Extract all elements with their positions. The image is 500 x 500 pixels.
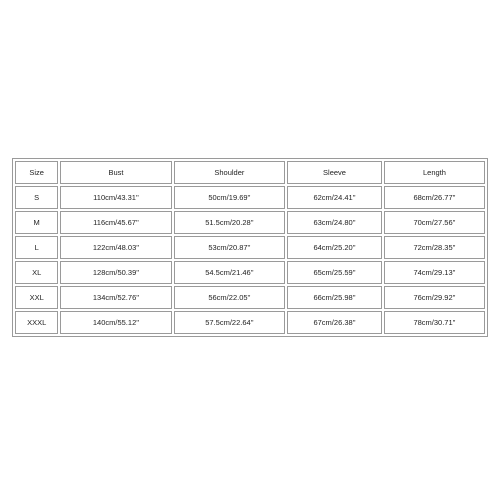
cell-size: XXL (15, 286, 58, 309)
table-row (15, 286, 485, 309)
cell-shoulder: 57.5cm/22.64'' (174, 311, 285, 334)
cell-size: XXXL (15, 311, 58, 334)
header-sleeve: Sleeve (287, 161, 382, 184)
cell-length: 72cm/28.35'' (384, 236, 485, 259)
cell-bust: 128cm/50.39'' (60, 261, 171, 284)
size-chart-table (12, 158, 488, 337)
cell-sleeve: 62cm/24.41'' (287, 186, 382, 209)
header-length: Length (384, 161, 485, 184)
cell-bust: 110cm/43.31'' (60, 186, 171, 209)
cell-sleeve: 65cm/25.59'' (287, 261, 382, 284)
table-row (15, 236, 485, 259)
cell-length: 68cm/26.77'' (384, 186, 485, 209)
cell-bust: 116cm/45.67'' (60, 211, 171, 234)
header-bust: Bust (60, 161, 171, 184)
table-row (15, 261, 485, 284)
cell-shoulder: 51.5cm/20.28'' (174, 211, 285, 234)
cell-shoulder: 56cm/22.05'' (174, 286, 285, 309)
cell-sleeve: 66cm/25.98'' (287, 286, 382, 309)
header-row (15, 161, 485, 184)
cell-length: 74cm/29.13'' (384, 261, 485, 284)
header-shoulder: Shoulder (174, 161, 285, 184)
cell-bust: 122cm/48.03'' (60, 236, 171, 259)
cell-bust: 134cm/52.76'' (60, 286, 171, 309)
table-row (15, 211, 485, 234)
cell-sleeve: 67cm/26.38'' (287, 311, 382, 334)
cell-shoulder: 50cm/19.69'' (174, 186, 285, 209)
cell-sleeve: 63cm/24.80'' (287, 211, 382, 234)
cell-size: XL (15, 261, 58, 284)
table-row (15, 311, 485, 334)
cell-size: S (15, 186, 58, 209)
cell-sleeve: 64cm/25.20'' (287, 236, 382, 259)
cell-length: 78cm/30.71'' (384, 311, 485, 334)
cell-shoulder: 54.5cm/21.46'' (174, 261, 285, 284)
header-size: Size (15, 161, 58, 184)
table-row (15, 186, 485, 209)
cell-size: M (15, 211, 58, 234)
cell-shoulder: 53cm/20.87'' (174, 236, 285, 259)
cell-bust: 140cm/55.12'' (60, 311, 171, 334)
cell-size: L (15, 236, 58, 259)
cell-length: 76cm/29.92'' (384, 286, 485, 309)
cell-length: 70cm/27.56'' (384, 211, 485, 234)
